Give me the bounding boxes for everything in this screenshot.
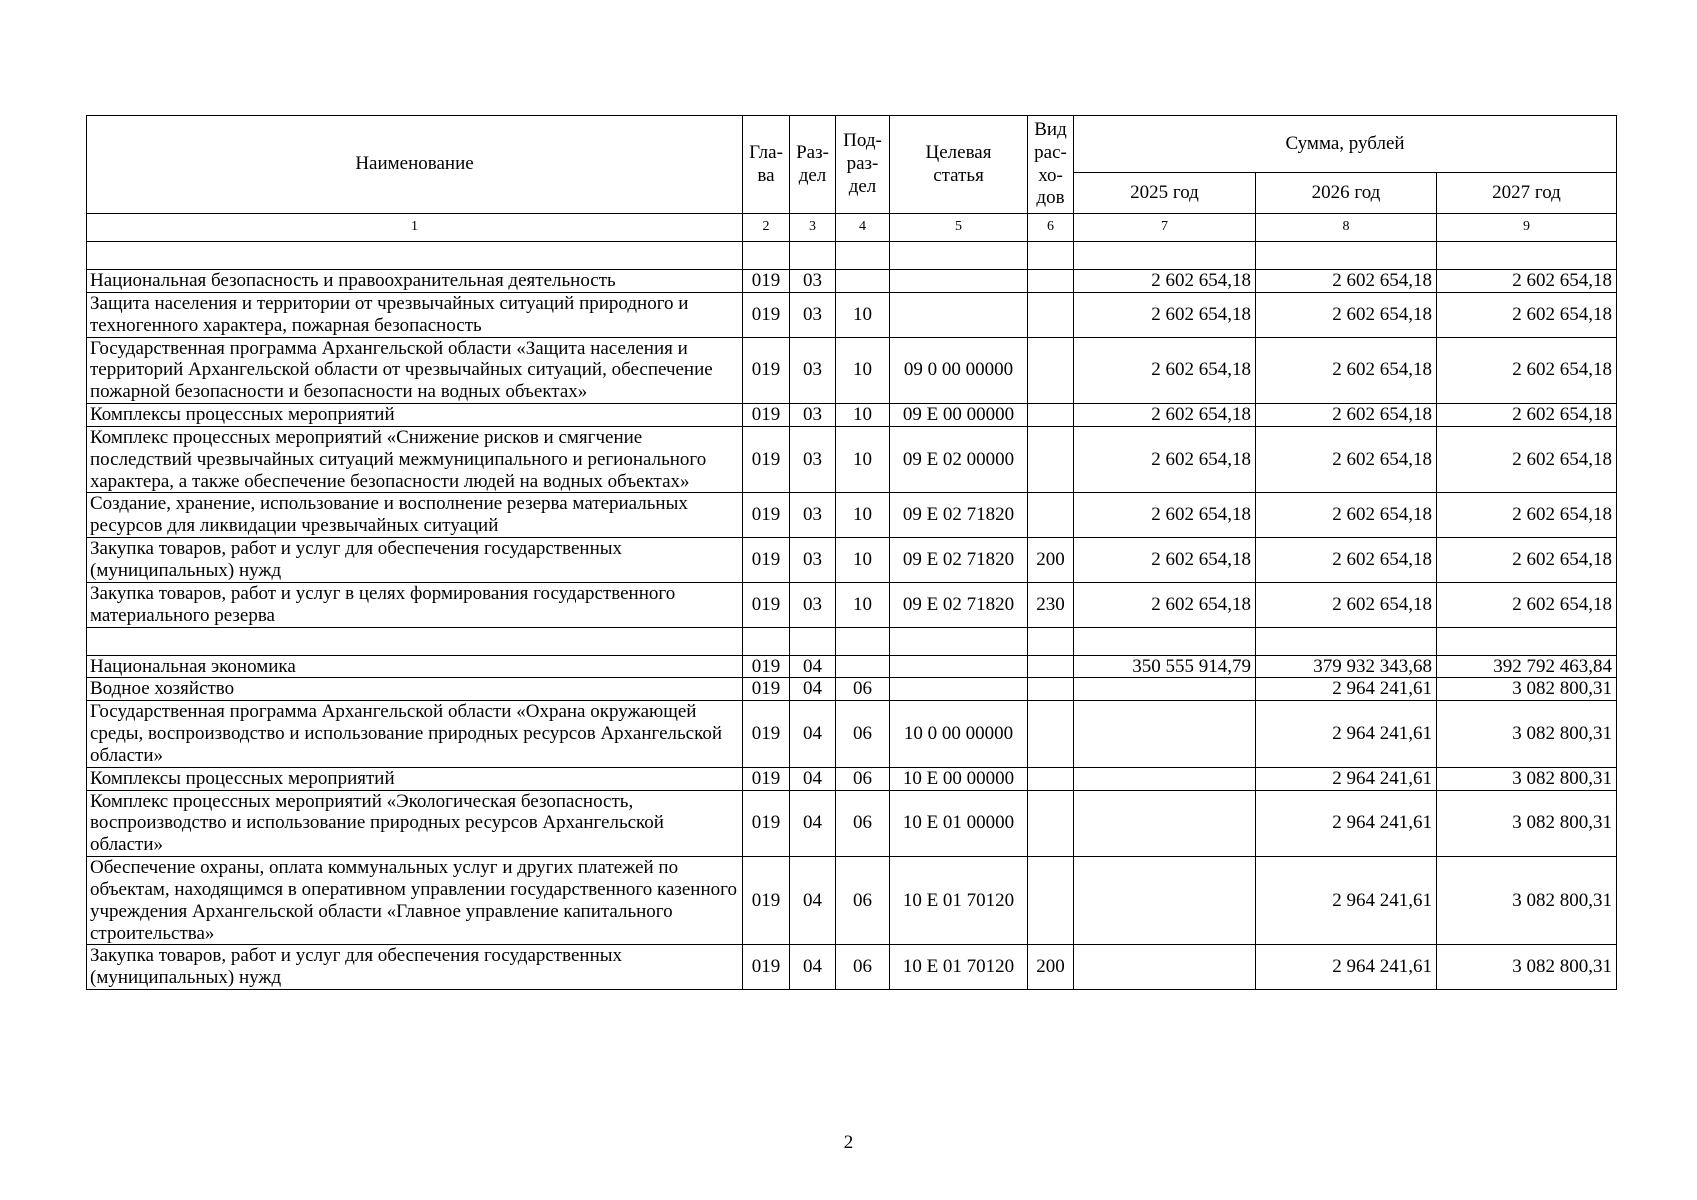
header-summa: Сумма, рублей <box>1074 116 1617 173</box>
row-vid <box>1028 678 1074 701</box>
header-year-2026: 2026 год <box>1256 173 1437 214</box>
table-row <box>87 493 1617 538</box>
row-glava: 019 <box>743 678 790 701</box>
row-vid <box>1028 790 1074 857</box>
row-podrazdel <box>836 655 890 678</box>
row-glava: 019 <box>743 767 790 790</box>
blank-cell <box>836 627 890 655</box>
blank-cell <box>1028 242 1074 270</box>
row-podrazdel: 10 <box>836 582 890 627</box>
row-celevaya: 09 Е 02 00000 <box>890 426 1028 493</box>
row-amount-2027: 3 082 800,31 <box>1437 678 1617 701</box>
row-amount-2026: 2 964 241,61 <box>1256 767 1437 790</box>
row-vid <box>1028 292 1074 337</box>
row-podrazdel: 10 <box>836 404 890 427</box>
row-razdel: 04 <box>790 767 836 790</box>
column-number: 4 <box>836 214 890 242</box>
column-number: 5 <box>890 214 1028 242</box>
row-podrazdel: 10 <box>836 292 890 337</box>
row-amount-2025: 2 602 654,18 <box>1074 270 1256 293</box>
row-amount-2026: 2 602 654,18 <box>1256 426 1437 493</box>
row-vid <box>1028 493 1074 538</box>
table-row <box>87 655 1617 678</box>
row-name: Комплексы процессных мероприятий <box>87 767 743 790</box>
table-row <box>87 582 1617 627</box>
row-celevaya: 10 Е 00 00000 <box>890 767 1028 790</box>
row-glava: 019 <box>743 493 790 538</box>
row-celevaya: 10 Е 01 70120 <box>890 857 1028 945</box>
row-amount-2027: 2 602 654,18 <box>1437 538 1617 583</box>
blank-cell <box>87 627 743 655</box>
row-vid <box>1028 701 1074 768</box>
row-amount-2026: 2 964 241,61 <box>1256 678 1437 701</box>
row-amount-2026: 2 602 654,18 <box>1256 404 1437 427</box>
row-amount-2025: 350 555 914,79 <box>1074 655 1256 678</box>
row-celevaya <box>890 292 1028 337</box>
row-amount-2027: 2 602 654,18 <box>1437 493 1617 538</box>
header-celevaya <box>890 116 1028 214</box>
row-celevaya: 09 Е 02 71820 <box>890 493 1028 538</box>
row-name: Государственная программа Архангельской области «Охрана окружающей среды, воспроизводство и использование природных ресурсов Архангельской области» <box>87 701 743 768</box>
row-name: Создание, хранение, использование и восполнение резерва материальных ресурсов для ликвидации чрезвычайных ситуаций <box>87 493 743 538</box>
row-podrazdel: 06 <box>836 767 890 790</box>
blank-cell <box>1437 627 1617 655</box>
table-row <box>87 292 1617 337</box>
column-numbers-row <box>87 214 1617 242</box>
row-amount-2026: 2 602 654,18 <box>1256 337 1437 404</box>
blank-row <box>87 627 1617 655</box>
row-vid <box>1028 655 1074 678</box>
row-amount-2025: 2 602 654,18 <box>1074 426 1256 493</box>
row-amount-2025 <box>1074 701 1256 768</box>
header-year-2025: 2025 год <box>1074 173 1256 214</box>
row-celevaya: 10 0 00 00000 <box>890 701 1028 768</box>
blank-cell <box>1028 627 1074 655</box>
row-vid <box>1028 426 1074 493</box>
header-glava-text: Гла- ва <box>749 141 783 186</box>
row-amount-2025 <box>1074 857 1256 945</box>
row-razdel: 03 <box>790 292 836 337</box>
row-glava: 019 <box>743 857 790 945</box>
row-amount-2027: 2 602 654,18 <box>1437 270 1617 293</box>
column-number: 9 <box>1437 214 1617 242</box>
blank-cell <box>790 627 836 655</box>
row-vid: 200 <box>1028 538 1074 583</box>
header-year-2027: 2027 год <box>1437 173 1617 214</box>
header-vid-text: Вид рас- хо- дов <box>1034 118 1067 209</box>
row-razdel: 04 <box>790 790 836 857</box>
row-name: Закупка товаров, работ и услуг для обеспечения государственных (муниципальных) нужд <box>87 538 743 583</box>
table-row <box>87 767 1617 790</box>
row-vid <box>1028 767 1074 790</box>
row-amount-2026: 2 602 654,18 <box>1256 582 1437 627</box>
row-celevaya: 09 Е 02 71820 <box>890 538 1028 583</box>
blank-cell <box>1256 242 1437 270</box>
row-razdel: 03 <box>790 493 836 538</box>
row-glava: 019 <box>743 426 790 493</box>
row-amount-2025: 2 602 654,18 <box>1074 582 1256 627</box>
table-row <box>87 857 1617 945</box>
row-amount-2026: 379 932 343,68 <box>1256 655 1437 678</box>
row-razdel: 03 <box>790 582 836 627</box>
row-amount-2026: 2 602 654,18 <box>1256 538 1437 583</box>
row-name: Национальная безопасность и правоохранительная деятельность <box>87 270 743 293</box>
row-amount-2027: 2 602 654,18 <box>1437 404 1617 427</box>
blank-cell <box>1256 627 1437 655</box>
row-amount-2027: 3 082 800,31 <box>1437 857 1617 945</box>
page-number: 2 <box>843 1132 854 1153</box>
budget-table <box>86 115 1617 990</box>
header-vid <box>1028 116 1074 214</box>
table-row <box>87 790 1617 857</box>
row-amount-2027: 3 082 800,31 <box>1437 945 1617 990</box>
blank-cell <box>743 627 790 655</box>
row-podrazdel: 06 <box>836 790 890 857</box>
row-amount-2026: 2 602 654,18 <box>1256 270 1437 293</box>
blank-cell <box>836 242 890 270</box>
row-vid <box>1028 857 1074 945</box>
row-glava: 019 <box>743 404 790 427</box>
table-row <box>87 270 1617 293</box>
row-celevaya <box>890 655 1028 678</box>
table-row <box>87 701 1617 768</box>
row-razdel: 03 <box>790 426 836 493</box>
row-vid: 200 <box>1028 945 1074 990</box>
row-glava: 019 <box>743 270 790 293</box>
column-number: 7 <box>1074 214 1256 242</box>
row-amount-2027: 2 602 654,18 <box>1437 337 1617 404</box>
blank-row <box>87 242 1617 270</box>
row-glava: 019 <box>743 582 790 627</box>
column-number: 1 <box>87 214 743 242</box>
header-razdel <box>790 116 836 214</box>
row-name: Комплекс процессных мероприятий «Снижение рисков и смягчение последствий чрезвычайных ситуаций межмуниципального и регионального характера, а также обеспечение безопасности людей на водных объектах» <box>87 426 743 493</box>
row-razdel: 04 <box>790 701 836 768</box>
row-amount-2025 <box>1074 678 1256 701</box>
row-glava: 019 <box>743 790 790 857</box>
row-name: Комплекс процессных мероприятий «Экологическая безопасность, воспроизводство и использование природных ресурсов Архангельской области» <box>87 790 743 857</box>
row-vid <box>1028 337 1074 404</box>
table-row <box>87 337 1617 404</box>
row-amount-2025: 2 602 654,18 <box>1074 538 1256 583</box>
row-name: Закупка товаров, работ и услуг для обеспечения государственных (муниципальных) нужд <box>87 945 743 990</box>
blank-cell <box>790 242 836 270</box>
row-razdel: 03 <box>790 270 836 293</box>
row-razdel: 03 <box>790 404 836 427</box>
table-row <box>87 678 1617 701</box>
row-name: Обеспечение охраны, оплата коммунальных услуг и других платежей по объектам, находящимся в оперативном управлении государственного казенного учреждения Архангельской области «Главное управление капитального строительства» <box>87 857 743 945</box>
blank-cell <box>1074 242 1256 270</box>
row-razdel: 03 <box>790 538 836 583</box>
row-celevaya <box>890 270 1028 293</box>
row-podrazdel: 06 <box>836 678 890 701</box>
row-amount-2025 <box>1074 790 1256 857</box>
row-razdel: 03 <box>790 337 836 404</box>
row-name: Защита населения и территории от чрезвычайных ситуаций природного и техногенного характера, пожарная безопасность <box>87 292 743 337</box>
row-celevaya: 09 Е 00 00000 <box>890 404 1028 427</box>
row-podrazdel: 10 <box>836 493 890 538</box>
header-name: Наименование <box>87 116 743 214</box>
blank-cell <box>743 242 790 270</box>
row-amount-2027: 3 082 800,31 <box>1437 701 1617 768</box>
row-podrazdel: 06 <box>836 701 890 768</box>
row-glava: 019 <box>743 945 790 990</box>
row-celevaya: 09 0 00 00000 <box>890 337 1028 404</box>
table-row <box>87 538 1617 583</box>
table-row <box>87 945 1617 990</box>
row-amount-2025 <box>1074 945 1256 990</box>
header-razdel-text: Раз- дел <box>796 141 829 186</box>
blank-cell <box>1074 627 1256 655</box>
row-amount-2025: 2 602 654,18 <box>1074 292 1256 337</box>
table-body <box>87 214 1617 990</box>
row-razdel: 04 <box>790 945 836 990</box>
column-number: 8 <box>1256 214 1437 242</box>
row-name: Комплексы процессных мероприятий <box>87 404 743 427</box>
row-podrazdel <box>836 270 890 293</box>
row-celevaya: 10 Е 01 00000 <box>890 790 1028 857</box>
column-number: 2 <box>743 214 790 242</box>
header-celevaya-text: Целевая статья <box>925 141 992 186</box>
row-celevaya: 10 Е 01 70120 <box>890 945 1028 990</box>
row-amount-2025: 2 602 654,18 <box>1074 404 1256 427</box>
row-amount-2026: 2 964 241,61 <box>1256 701 1437 768</box>
row-razdel: 04 <box>790 678 836 701</box>
row-podrazdel: 10 <box>836 538 890 583</box>
row-celevaya: 09 Е 02 71820 <box>890 582 1028 627</box>
row-name: Закупка товаров, работ и услуг в целях формирования государственного материального резерва <box>87 582 743 627</box>
blank-cell <box>87 242 743 270</box>
row-amount-2027: 2 602 654,18 <box>1437 426 1617 493</box>
row-razdel: 04 <box>790 857 836 945</box>
row-name: Государственная программа Архангельской области «Защита населения и территорий Архангельской области от чрезвычайных ситуаций, обеспечение пожарной безопасности и безопасности на водных объектах» <box>87 337 743 404</box>
header-glava <box>743 116 790 214</box>
row-glava: 019 <box>743 292 790 337</box>
row-celevaya <box>890 678 1028 701</box>
row-amount-2026: 2 964 241,61 <box>1256 790 1437 857</box>
row-amount-2027: 2 602 654,18 <box>1437 582 1617 627</box>
row-amount-2027: 392 792 463,84 <box>1437 655 1617 678</box>
row-razdel: 04 <box>790 655 836 678</box>
table-row <box>87 404 1617 427</box>
row-name: Водное хозяйство <box>87 678 743 701</box>
row-amount-2026: 2 964 241,61 <box>1256 945 1437 990</box>
row-amount-2026: 2 602 654,18 <box>1256 292 1437 337</box>
row-podrazdel: 10 <box>836 426 890 493</box>
row-amount-2025: 2 602 654,18 <box>1074 337 1256 404</box>
column-number: 3 <box>790 214 836 242</box>
row-name: Национальная экономика <box>87 655 743 678</box>
row-amount-2026: 2 964 241,61 <box>1256 857 1437 945</box>
row-amount-2025 <box>1074 767 1256 790</box>
blank-cell <box>890 242 1028 270</box>
row-amount-2027: 2 602 654,18 <box>1437 292 1617 337</box>
row-podrazdel: 06 <box>836 945 890 990</box>
row-amount-2027: 3 082 800,31 <box>1437 790 1617 857</box>
row-vid: 230 <box>1028 582 1074 627</box>
row-glava: 019 <box>743 538 790 583</box>
blank-cell <box>890 627 1028 655</box>
header-podrazdel <box>836 116 890 214</box>
row-glava: 019 <box>743 655 790 678</box>
row-vid <box>1028 270 1074 293</box>
row-vid <box>1028 404 1074 427</box>
row-amount-2025: 2 602 654,18 <box>1074 493 1256 538</box>
row-amount-2026: 2 602 654,18 <box>1256 493 1437 538</box>
table-row <box>87 426 1617 493</box>
row-podrazdel: 10 <box>836 337 890 404</box>
row-glava: 019 <box>743 701 790 768</box>
row-glava: 019 <box>743 337 790 404</box>
row-amount-2027: 3 082 800,31 <box>1437 767 1617 790</box>
row-podrazdel: 06 <box>836 857 890 945</box>
header-podrazdel-text: Под- раз- дел <box>843 130 882 197</box>
column-number: 6 <box>1028 214 1074 242</box>
blank-cell <box>1437 242 1617 270</box>
